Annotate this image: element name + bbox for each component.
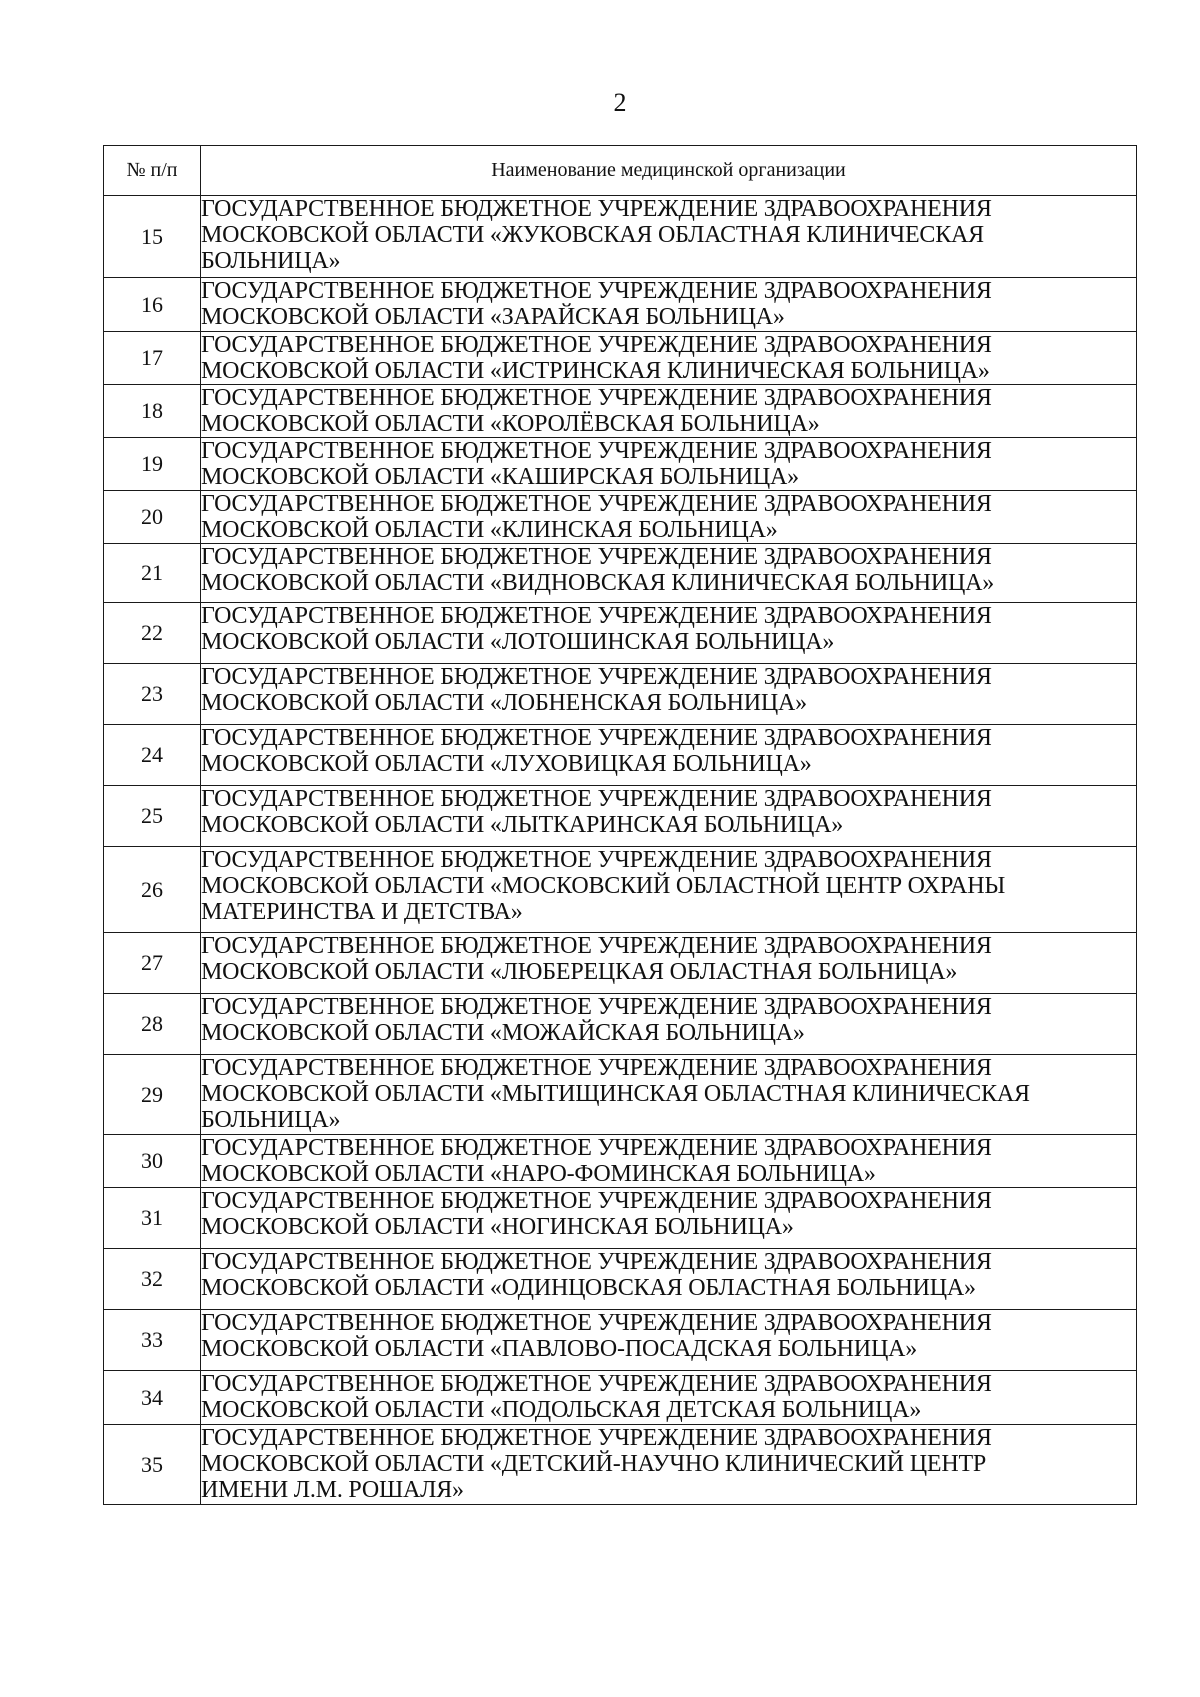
row-number: 17 (104, 332, 201, 385)
organization-name-line: ИМЕНИ Л.М. РОШАЛЯ» (201, 1477, 464, 1503)
organization-name-line: МОСКОВСКОЙ ОБЛАСТИ «ЛОТОШИНСКАЯ БОЛЬНИЦА» (201, 629, 835, 655)
organization-name (201, 278, 1137, 332)
organization-name-line: ГОСУДАРСТВЕННОЕ БЮДЖЕТНОЕ УЧРЕЖДЕНИЕ ЗДРАВООХРАНЕНИЯ (201, 603, 992, 629)
row-number: 29 (104, 1055, 201, 1135)
row-number: 32 (104, 1249, 201, 1310)
row-number: 18 (104, 385, 201, 438)
table-row (104, 1188, 1137, 1249)
table-row (104, 664, 1137, 725)
organization-name-line: МОСКОВСКОЙ ОБЛАСТИ «КОРОЛЁВСКАЯ БОЛЬНИЦА» (201, 411, 820, 437)
organization-name-line: МАТЕРИНСТВА И ДЕТСТВА» (201, 899, 523, 925)
table-row (104, 1310, 1137, 1371)
table-header-row (104, 146, 1137, 196)
organization-name-line: ГОСУДАРСТВЕННОЕ БЮДЖЕТНОЕ УЧРЕЖДЕНИЕ ЗДРАВООХРАНЕНИЯ (201, 1425, 992, 1451)
organization-name (201, 332, 1137, 385)
table-row (104, 786, 1137, 847)
row-number: 30 (104, 1135, 201, 1188)
organization-name-line: БОЛЬНИЦА» (201, 1107, 341, 1133)
row-number: 19 (104, 438, 201, 491)
organization-name-line: МОСКОВСКОЙ ОБЛАСТИ «НАРО-ФОМИНСКАЯ БОЛЬНИЦА» (201, 1161, 876, 1187)
organization-name (201, 664, 1137, 725)
table-row (104, 933, 1137, 994)
row-number: 35 (104, 1425, 201, 1505)
organization-name (201, 1371, 1137, 1425)
organization-name (201, 1425, 1137, 1505)
table-row (104, 332, 1137, 385)
table-row (104, 994, 1137, 1055)
organization-name-line: ГОСУДАРСТВЕННОЕ БЮДЖЕТНОЕ УЧРЕЖДЕНИЕ ЗДРАВООХРАНЕНИЯ (201, 1371, 992, 1397)
table-row (104, 196, 1137, 278)
organization-name-line: МОСКОВСКОЙ ОБЛАСТИ «ПОДОЛЬСКАЯ ДЕТСКАЯ БОЛЬНИЦА» (201, 1397, 922, 1423)
organization-name-line: МОСКОВСКОЙ ОБЛАСТИ «КАШИРСКАЯ БОЛЬНИЦА» (201, 464, 799, 490)
organization-name (201, 786, 1137, 847)
row-number: 26 (104, 847, 201, 933)
organization-name-line: ГОСУДАРСТВЕННОЕ БЮДЖЕТНОЕ УЧРЕЖДЕНИЕ ЗДРАВООХРАНЕНИЯ (201, 332, 992, 358)
table-row (104, 1135, 1137, 1188)
table-row (104, 603, 1137, 664)
organization-name-line: ГОСУДАРСТВЕННОЕ БЮДЖЕТНОЕ УЧРЕЖДЕНИЕ ЗДРАВООХРАНЕНИЯ (201, 385, 992, 411)
organization-name-line: ГОСУДАРСТВЕННОЕ БЮДЖЕТНОЕ УЧРЕЖДЕНИЕ ЗДРАВООХРАНЕНИЯ (201, 438, 992, 464)
table-row (104, 491, 1137, 544)
organization-name-line: МОСКОВСКОЙ ОБЛАСТИ «ЛУХОВИЦКАЯ БОЛЬНИЦА» (201, 751, 812, 777)
organization-name-line: МОСКОВСКОЙ ОБЛАСТИ «ЗАРАЙСКАЯ БОЛЬНИЦА» (201, 304, 785, 330)
table-row (104, 438, 1137, 491)
organization-name (201, 1055, 1137, 1135)
organization-table (103, 145, 1137, 1505)
organization-name-line: МОСКОВСКОЙ ОБЛАСТИ «ПАВЛОВО-ПОСАДСКАЯ БОЛЬНИЦА» (201, 1336, 918, 1362)
organization-name (201, 1135, 1137, 1188)
organization-name-line: ГОСУДАРСТВЕННОЕ БЮДЖЕТНОЕ УЧРЕЖДЕНИЕ ЗДРАВООХРАНЕНИЯ (201, 1249, 992, 1275)
organization-name-line: ГОСУДАРСТВЕННОЕ БЮДЖЕТНОЕ УЧРЕЖДЕНИЕ ЗДРАВООХРАНЕНИЯ (201, 1188, 992, 1214)
organization-name-line: МОСКОВСКОЙ ОБЛАСТИ «НОГИНСКАЯ БОЛЬНИЦА» (201, 1214, 794, 1240)
organization-name-line: ГОСУДАРСТВЕННОЕ БЮДЖЕТНОЕ УЧРЕЖДЕНИЕ ЗДРАВООХРАНЕНИЯ (201, 278, 992, 304)
table-row (104, 544, 1137, 603)
organization-name-line: МОСКОВСКОЙ ОБЛАСТИ «ЛЮБЕРЕЦКАЯ ОБЛАСТНАЯ БОЛЬНИЦА» (201, 959, 958, 985)
page-number: 2 (613, 88, 627, 117)
organization-name-line: МОСКОВСКОЙ ОБЛАСТИ «ИСТРИНСКАЯ КЛИНИЧЕСКАЯ БОЛЬНИЦА» (201, 358, 990, 384)
organization-name (201, 544, 1137, 603)
organization-name-line: ГОСУДАРСТВЕННОЕ БЮДЖЕТНОЕ УЧРЕЖДЕНИЕ ЗДРАВООХРАНЕНИЯ (201, 725, 992, 751)
organization-name-line: ГОСУДАРСТВЕННОЕ БЮДЖЕТНОЕ УЧРЕЖДЕНИЕ ЗДРАВООХРАНЕНИЯ (201, 786, 992, 812)
row-number: 27 (104, 933, 201, 994)
organization-name-line: ГОСУДАРСТВЕННОЕ БЮДЖЕТНОЕ УЧРЕЖДЕНИЕ ЗДРАВООХРАНЕНИЯ (201, 994, 992, 1020)
row-number: 31 (104, 1188, 201, 1249)
organization-name-line: МОСКОВСКОЙ ОБЛАСТИ «ОДИНЦОВСКАЯ ОБЛАСТНАЯ БОЛЬНИЦА» (201, 1275, 976, 1301)
row-number: 20 (104, 491, 201, 544)
organization-name-line: МОСКОВСКОЙ ОБЛАСТИ «МОЖАЙСКАЯ БОЛЬНИЦА» (201, 1020, 805, 1046)
organization-name (201, 491, 1137, 544)
table-row (104, 1055, 1137, 1135)
number-column-header: № п/п (104, 146, 201, 196)
organization-name (201, 933, 1137, 994)
row-number: 15 (104, 196, 201, 278)
organization-name-line: МОСКОВСКОЙ ОБЛАСТИ «ЖУКОВСКАЯ ОБЛАСТНАЯ КЛИНИЧЕСКАЯ (201, 222, 984, 248)
row-number: 21 (104, 544, 201, 603)
table-row (104, 385, 1137, 438)
table-row (104, 278, 1137, 332)
organization-name (201, 438, 1137, 491)
organization-name-line: БОЛЬНИЦА» (201, 248, 341, 274)
organization-name-line: МОСКОВСКОЙ ОБЛАСТИ «ЛОБНЕНСКАЯ БОЛЬНИЦА» (201, 690, 807, 716)
row-number: 23 (104, 664, 201, 725)
organization-name (201, 1188, 1137, 1249)
table-row (104, 1371, 1137, 1425)
row-number: 25 (104, 786, 201, 847)
organization-name-line: МОСКОВСКОЙ ОБЛАСТИ «ВИДНОВСКАЯ КЛИНИЧЕСКАЯ БОЛЬНИЦА» (201, 570, 995, 596)
organization-name-line: ГОСУДАРСТВЕННОЕ БЮДЖЕТНОЕ УЧРЕЖДЕНИЕ ЗДРАВООХРАНЕНИЯ (201, 544, 992, 570)
organization-name (201, 994, 1137, 1055)
organization-name-line: МОСКОВСКОЙ ОБЛАСТИ «ДЕТСКИЙ-НАУЧНО КЛИНИЧЕСКИЙ ЦЕНТР (201, 1451, 987, 1477)
organization-name-line: ГОСУДАРСТВЕННОЕ БЮДЖЕТНОЕ УЧРЕЖДЕНИЕ ЗДРАВООХРАНЕНИЯ (201, 1310, 992, 1336)
organization-name (201, 1249, 1137, 1310)
organization-name-line: ГОСУДАРСТВЕННОЕ БЮДЖЕТНОЕ УЧРЕЖДЕНИЕ ЗДРАВООХРАНЕНИЯ (201, 933, 992, 959)
row-number: 34 (104, 1371, 201, 1425)
organization-name-line: ГОСУДАРСТВЕННОЕ БЮДЖЕТНОЕ УЧРЕЖДЕНИЕ ЗДРАВООХРАНЕНИЯ (201, 491, 992, 517)
name-column-header: Наименование медицинской организации (201, 146, 1137, 196)
row-number: 24 (104, 725, 201, 786)
row-number: 28 (104, 994, 201, 1055)
table-row (104, 847, 1137, 933)
organization-name (201, 385, 1137, 438)
table-row (104, 725, 1137, 786)
organization-name-line: ГОСУДАРСТВЕННОЕ БЮДЖЕТНОЕ УЧРЕЖДЕНИЕ ЗДРАВООХРАНЕНИЯ (201, 1135, 992, 1161)
table-row (104, 1425, 1137, 1505)
table-body (104, 196, 1137, 1505)
organization-name (201, 196, 1137, 278)
table-row (104, 1249, 1137, 1310)
organization-name-line: ГОСУДАРСТВЕННОЕ БЮДЖЕТНОЕ УЧРЕЖДЕНИЕ ЗДРАВООХРАНЕНИЯ (201, 847, 992, 873)
organization-name (201, 725, 1137, 786)
row-number: 33 (104, 1310, 201, 1371)
organization-name-line: МОСКОВСКОЙ ОБЛАСТИ «ЛЫТКАРИНСКАЯ БОЛЬНИЦА» (201, 812, 844, 838)
organization-name-line: ГОСУДАРСТВЕННОЕ БЮДЖЕТНОЕ УЧРЕЖДЕНИЕ ЗДРАВООХРАНЕНИЯ (201, 1055, 992, 1081)
row-number: 22 (104, 603, 201, 664)
organization-name-line: МОСКОВСКОЙ ОБЛАСТИ «КЛИНСКАЯ БОЛЬНИЦА» (201, 517, 778, 543)
organization-name-line: МОСКОВСКОЙ ОБЛАСТИ «МЫТИЩИНСКАЯ ОБЛАСТНАЯ КЛИНИЧЕСКАЯ (201, 1081, 1030, 1107)
organization-name-line: ГОСУДАРСТВЕННОЕ БЮДЖЕТНОЕ УЧРЕЖДЕНИЕ ЗДРАВООХРАНЕНИЯ (201, 664, 992, 690)
row-number: 16 (104, 278, 201, 332)
organization-name (201, 603, 1137, 664)
organization-name-line: МОСКОВСКОЙ ОБЛАСТИ «МОСКОВСКИЙ ОБЛАСТНОЙ ЦЕНТР ОХРАНЫ (201, 873, 1006, 899)
organization-name (201, 1310, 1137, 1371)
organization-name (201, 847, 1137, 933)
organization-name-line: ГОСУДАРСТВЕННОЕ БЮДЖЕТНОЕ УЧРЕЖДЕНИЕ ЗДРАВООХРАНЕНИЯ (201, 196, 992, 222)
